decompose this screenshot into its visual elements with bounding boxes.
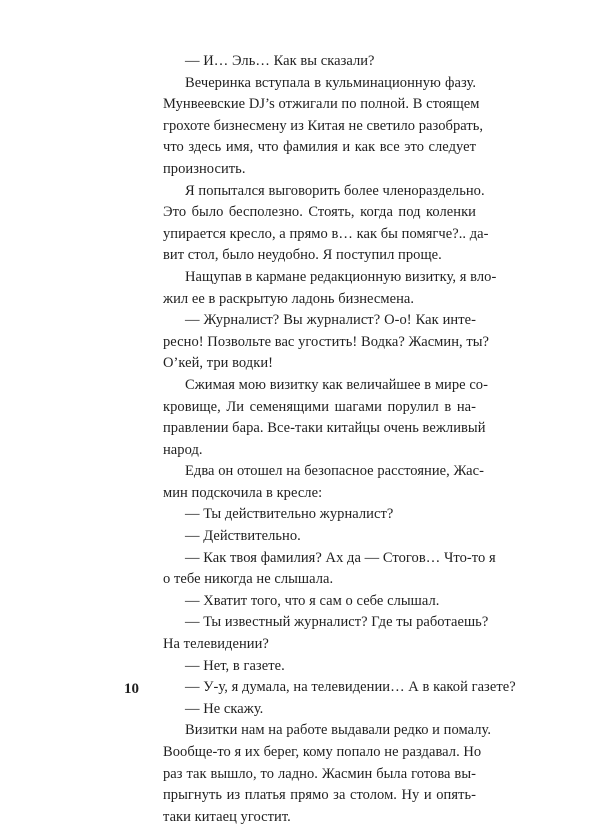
text-line: упирается кресло, а прямо в… как бы помягче?.. да- — [163, 225, 489, 242]
text-line: народ. — [163, 441, 203, 458]
text-line: На телевидении? — [163, 636, 269, 653]
text-line: — Ты действительно журналист? — [185, 506, 394, 523]
text-line: ресно! Позвольте вас угостить! Водка? Жасмин, ты? — [163, 333, 490, 350]
text-line: правлении бара. Все-таки китайцы очень вежливый — [163, 420, 486, 437]
text-line: раз так вышло, то ладно. Жасмин была готова вы- — [163, 765, 476, 782]
text-line: что здесь имя, что фамилия и как все это следует — [163, 139, 476, 156]
text-line: о тебе никогда не слышала. — [163, 571, 334, 588]
text-line: жил ее в раскрытую ладонь бизнесмена. — [163, 290, 415, 307]
text-line: мин подскочила в кресле: — [163, 484, 323, 501]
book-page-text — [163, 51, 516, 828]
text-line: кровище, Ли семенящими шагами порулил в на- — [163, 398, 476, 415]
text-line: — Журналист? Вы журналист? О-о! Как инте- — [185, 312, 476, 329]
text-line: Вообще-то я их берег, кому попало не раздавал. Но — [163, 744, 482, 760]
text-line: — Действительно. — [185, 528, 301, 545]
text-line: Это было бесполезно. Стоять, когда под коленки — [163, 204, 476, 221]
text-line: вит стол, было неудобно. Я поступил проще. — [163, 247, 442, 264]
text-line: Едва он отошел на безопасное расстояние, Жас- — [185, 463, 485, 480]
text-line: прыгнуть из платья прямо за столом. Ну и опять- — [163, 787, 476, 804]
page-number: 10 — [124, 681, 139, 697]
text-line: — И… Эль… Как вы сказали? — [185, 53, 375, 69]
text-line: — Не скажу. — [185, 700, 264, 717]
text-line: произносить. — [163, 160, 246, 177]
text-line: — Ты известный журналист? Где ты работаешь? — [185, 614, 489, 631]
text-line: Нащупав в кармане редакционную визитку, я вло- — [185, 268, 497, 285]
text-line: таки китаец угостит. — [163, 808, 291, 825]
text-line: грохоте бизнесмену из Китая не светило разобрать, — [163, 117, 484, 134]
text-line: — У-у, я думала, на телевидении… А в какой газете? — [185, 679, 516, 696]
text-line: Визитки нам на работе выдавали редко и помалу. — [185, 722, 492, 739]
text-line: Сжимая мою визитку как величайшее в мире со- — [185, 376, 488, 393]
text-line: Вечеринка вступала в кульминационную фазу. — [185, 74, 476, 91]
text-line: — Хватит того, что я сам о себе слышал. — [185, 592, 440, 609]
text-line: — Как твоя фамилия? Ах да — Стогов… Что-то я — [185, 549, 496, 566]
text-line: — Нет, в газете. — [185, 657, 285, 674]
text-line: О’кей, три водки! — [163, 355, 274, 372]
text-line: Я попытался выговорить более членораздельно. — [185, 182, 485, 199]
text-line: Мунвеевские DJ’s отжигали по полной. В стоящем — [163, 96, 480, 113]
